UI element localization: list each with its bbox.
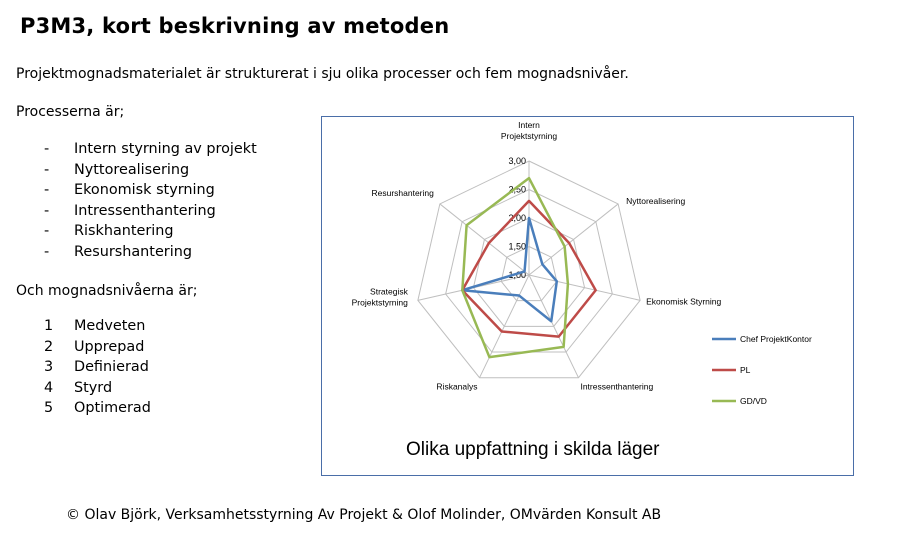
copyright-text: © Olav Björk, Verksamhetsstyrning Av Projekt & Olof Molinder, OMvärden Konsult AB (66, 507, 662, 523)
process-item-label: Intressenthantering (74, 202, 216, 219)
list-marker: 1 (44, 318, 54, 334)
category-label: Strategisk Projektstyrning (351, 286, 408, 308)
intro-text: Projektmognadsmaterialet är strukturerat i sju olika processer och fem mognadsnivåer. (16, 66, 629, 82)
process-item (44, 139, 257, 160)
list-marker: 2 (44, 338, 54, 355)
processes-heading: Processerna är; (16, 104, 125, 120)
levels-heading: Och mognadsnivåerna är; (16, 283, 198, 299)
level-item-label: Upprepad (74, 338, 145, 355)
tick-label: 2,00 (508, 213, 526, 223)
list-marker: - (44, 202, 50, 219)
level-item (44, 398, 151, 419)
list-marker: - (44, 141, 50, 157)
tick-label: 3,00 (508, 156, 526, 166)
category-label: Resurshantering (371, 187, 434, 198)
process-item (44, 201, 257, 222)
level-item (44, 378, 151, 399)
category-label: Intressenthantering (580, 381, 654, 392)
process-item (44, 180, 257, 201)
radar-chart-panel (321, 116, 854, 476)
list-marker: 5 (44, 400, 54, 416)
category-label: Nyttorealisering (626, 195, 686, 206)
process-item-label: Riskhantering (74, 223, 174, 239)
level-item-label: Medveten (74, 318, 146, 334)
level-item (44, 316, 151, 337)
grid-spoke (529, 275, 640, 300)
process-item (44, 242, 257, 263)
radar-chart (322, 117, 852, 474)
list-marker: 3 (44, 359, 54, 375)
category-label: Ekonomisk Styrning (646, 296, 722, 307)
level-item (44, 337, 151, 358)
chart-caption: Olika uppfattning i skilda läger (406, 439, 660, 460)
tick-label: 1,50 (508, 241, 526, 252)
process-item-label: Ekonomisk styrning (74, 182, 215, 198)
list-marker: 4 (44, 379, 54, 396)
legend-label: Chef ProjektKontor (740, 334, 812, 344)
level-item-label: Styrd (74, 379, 113, 396)
level-item-label: Optimerad (74, 400, 151, 416)
category-label: Riskanalys (436, 381, 478, 392)
page-title: P3M3, kort beskrivning av metoden (20, 14, 450, 38)
list-marker: - (44, 161, 50, 178)
list-marker: - (44, 243, 50, 260)
category-label: Intern Projektstyrning (500, 120, 558, 141)
legend-label: GD/VD (740, 396, 767, 406)
level-list (44, 316, 151, 419)
process-item (44, 160, 257, 181)
process-item-label: Intern styrning av projekt (74, 141, 257, 157)
tick-label: 2,50 (508, 184, 526, 195)
list-marker: - (44, 223, 50, 239)
process-item-label: Resurshantering (74, 243, 192, 260)
tick-label: 1,00 (508, 270, 526, 280)
legend-label: PL (740, 365, 751, 375)
level-item-label: Definierad (74, 359, 149, 375)
process-item (44, 221, 257, 242)
process-item-label: Nyttorealisering (74, 161, 190, 178)
process-list (44, 139, 257, 262)
level-item (44, 357, 151, 378)
list-marker: - (44, 182, 50, 198)
